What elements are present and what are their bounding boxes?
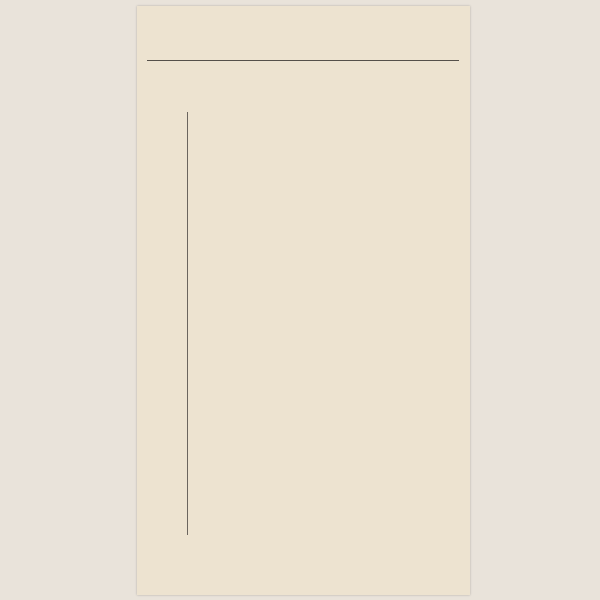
entries-bracket [187, 112, 188, 535]
page-header [147, 46, 457, 60]
book-page [137, 6, 470, 595]
header-rule [147, 60, 459, 61]
